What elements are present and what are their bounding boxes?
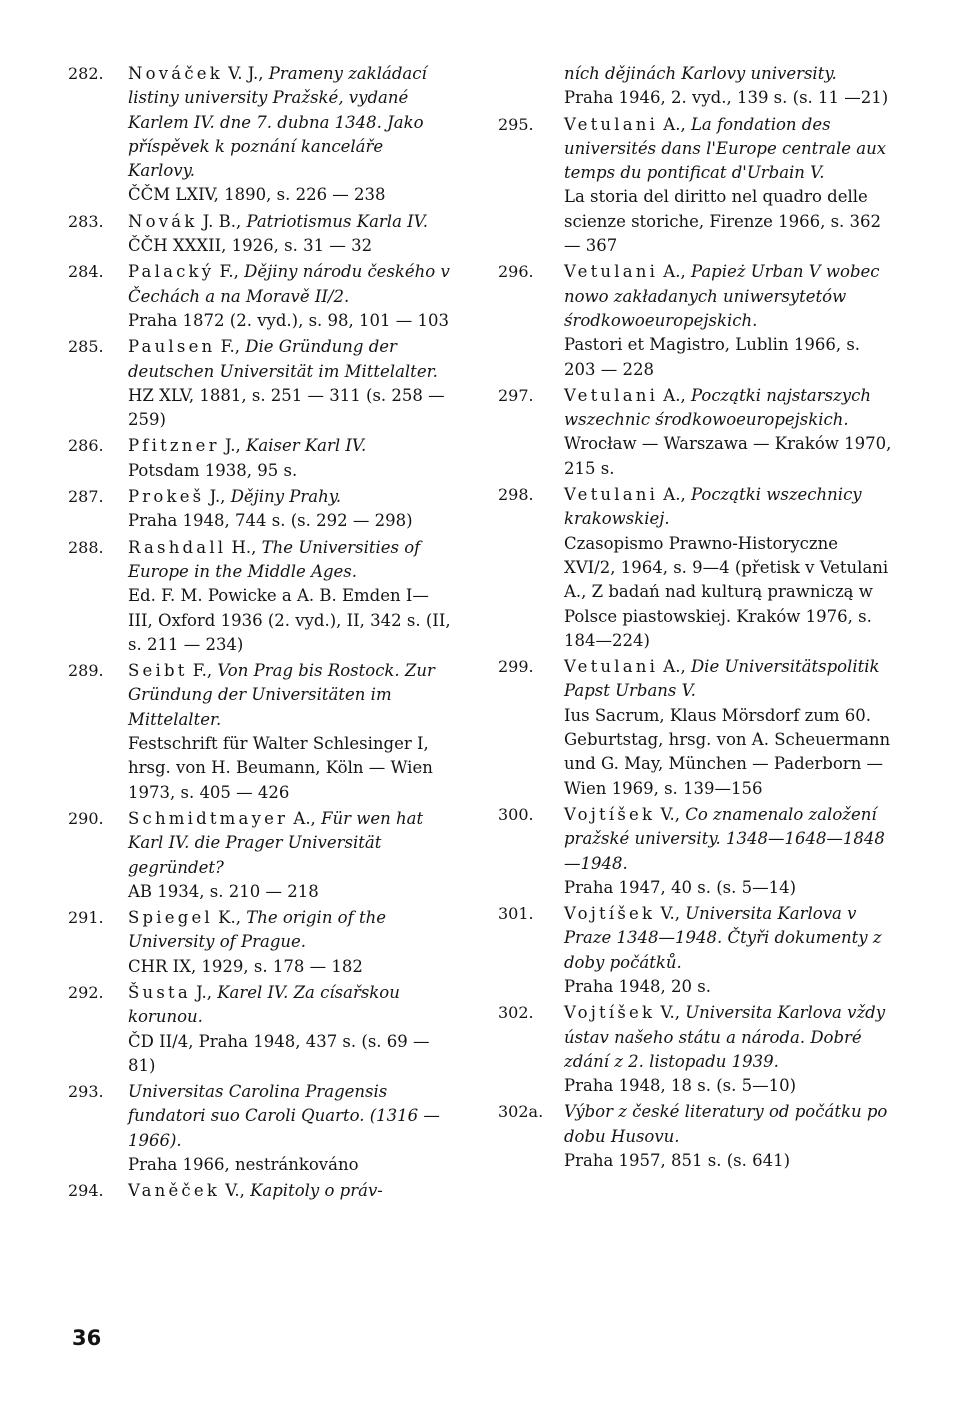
entry-title: La fondation des universités dans l'Europe centrale aux temps du pontificat d'Urbain V. xyxy=(564,114,887,183)
entry-title: Für wen hat Karl IV. die Prager Universität gegründet? xyxy=(128,808,424,877)
bib-entry-291 xyxy=(68,906,452,981)
entry-initials: K., xyxy=(212,908,247,928)
entry-title: Papież Urban V wobec nowo zakładanych uniwersytetów środkowoeuropejskich. xyxy=(564,262,880,330)
entry-text xyxy=(564,384,894,481)
entry-title: Co znamenalo založení pražské university. 1348—1648—1848—1948. xyxy=(564,804,885,873)
entry-publication: AB 1934, s. 210 — 218 xyxy=(128,881,319,901)
entry-title: Výbor z české literatury od počátku po dobu Husovu. xyxy=(564,1102,888,1146)
entry-title-continuation: ních dějinách Karlovy university. xyxy=(564,64,837,83)
entry-publication: HZ XLV, 1881, s. 251 — 311 (s. 258 — 259) xyxy=(128,385,445,430)
entry-publication: Wrocław — Warszawa — Kraków 1970, 215 s. xyxy=(564,434,892,478)
entry-title: Universitas Carolina Pragensis fundatori suo Caroli Quarto. (1316 — 1966). xyxy=(128,1082,440,1150)
entry-author: Pfitzner xyxy=(128,436,220,456)
entry-author: Seibt xyxy=(128,661,188,681)
entry-publication: La storia del diritto nel quadro delle scienze storiche, Firenze 1966, s. 362 — 367 xyxy=(564,187,882,256)
bib-entry-289 xyxy=(68,659,452,807)
entry-title: Die Gründung der deutschen Universität im Mittelalter. xyxy=(128,337,438,381)
entry-text xyxy=(564,803,894,900)
entry-number: 290. xyxy=(68,808,104,828)
entry-author: Šusta xyxy=(128,982,191,1002)
entry-title: The origin of the University of Prague. xyxy=(128,908,386,952)
bib-entry-294 xyxy=(68,1179,452,1205)
entry-publication: Ed. F. M. Powicke a A. B. Emden I—III, Oxford 1936 (2. vyd.), II, 342 s. (II, s. 211 — 234) xyxy=(128,586,451,654)
bib-entry-284 xyxy=(68,260,452,335)
entry-number: 286. xyxy=(68,436,104,456)
entry-initials: A., xyxy=(658,385,691,405)
entry-author: Rashdall xyxy=(128,537,227,557)
entry-number: 297. xyxy=(498,385,534,405)
entry-initials: V., xyxy=(220,1181,251,1201)
entry-author: Paulsen xyxy=(128,337,216,357)
entry-text xyxy=(564,902,894,999)
entry-title: Patriotismus Karla IV. xyxy=(246,211,428,231)
entry-text xyxy=(128,981,452,1078)
entry-initials: J., xyxy=(219,436,247,456)
entry-text xyxy=(128,807,452,904)
entry-author: Spiegel xyxy=(128,908,213,928)
entry-title: Universita Karlova v Praze 1348—1948. Čtyři dokumenty z doby počátků. xyxy=(564,904,882,972)
right-column xyxy=(498,62,894,1175)
entry-title: Dějiny Prahy. xyxy=(230,487,342,507)
entry-publication: Potsdam 1938, 95 s. xyxy=(128,460,298,480)
entry-publication: Festschrift für Walter Schlesinger I, hrsg. von H. Beumann, Köln — Wien 1973, s. 405 — 426 xyxy=(128,734,433,802)
entry-number: 299. xyxy=(498,657,534,677)
entry-author: Vetulani xyxy=(564,262,659,282)
entry-initials: V., xyxy=(655,1003,686,1023)
entry-publication: Pastori et Magistro, Lublin 1966, s. 203 — 228 xyxy=(564,335,861,379)
page-number: 36 xyxy=(72,1326,102,1350)
entry-author: Schmidtmayer xyxy=(128,808,289,828)
entry-author: Vojtíšek xyxy=(564,904,656,924)
entry-author: Novák xyxy=(128,211,198,231)
entry-initials: A., xyxy=(658,485,691,505)
entry-initials: A., xyxy=(658,262,691,282)
entry-number: 302. xyxy=(498,1003,534,1023)
entry-title: Karel IV. Za císařskou korunou. xyxy=(128,982,400,1027)
entry-author: Nováček xyxy=(128,64,223,83)
entry-text xyxy=(564,113,894,259)
entry-number: 287. xyxy=(68,487,104,507)
entry-initials: F., xyxy=(187,661,218,681)
bib-entry-296 xyxy=(498,260,894,383)
entry-number: 301. xyxy=(498,904,534,924)
entry-number: 283. xyxy=(68,211,104,231)
bib-entry-301 xyxy=(498,902,894,1001)
entry-author: Prokeš xyxy=(128,487,205,507)
bib-entry-300 xyxy=(498,803,894,902)
entry-number: 291. xyxy=(68,908,104,928)
bib-entry-302 xyxy=(498,1001,894,1100)
entry-initials: A., xyxy=(658,657,691,677)
entry-initials: J. B., xyxy=(197,211,247,231)
bib-entry-288 xyxy=(68,536,452,659)
entry-number: 296. xyxy=(498,262,534,282)
entry-number: 285. xyxy=(68,337,104,357)
entry-text xyxy=(128,1080,452,1177)
bib-entry-294-continuation xyxy=(498,62,894,111)
bib-entry-299 xyxy=(498,655,894,803)
entry-publication: Praha 1948, 18 s. (s. 5—10) xyxy=(564,1076,797,1096)
entry-initials: A., xyxy=(288,808,322,828)
entry-text xyxy=(564,483,894,653)
entry-publication: Praha 1946, 2. vyd., 139 s. (s. 11 —21) xyxy=(564,88,889,108)
entry-initials: A., xyxy=(658,114,691,134)
entry-publication: CHR IX, 1929, s. 178 — 182 xyxy=(128,956,363,976)
bib-entry-302a xyxy=(498,1100,894,1175)
bib-entry-292 xyxy=(68,981,452,1080)
entry-number: 289. xyxy=(68,661,104,681)
entry-text xyxy=(128,434,452,483)
entry-text xyxy=(128,210,452,259)
entry-publication: Ius Sacrum, Klaus Mörsdorf zum 60. Geburtstag, hrsg. von A. Scheuermann und G. May, München — Paderborn — Wien 1969, s. 139—156 xyxy=(564,705,891,798)
entry-author: Palacký xyxy=(128,262,215,282)
entry-author: Vetulani xyxy=(564,657,659,677)
entry-title: Die Universitätspolitik Papst Urbans V. xyxy=(564,657,880,701)
entry-title: Universita Karlova vždy ústav našeho státu a národa. Dobré zdání z 2. listopadu 1939. xyxy=(564,1003,886,1071)
entry-initials: V., xyxy=(655,904,686,924)
entry-publication: ČČM LXIV, 1890, s. 226 — 238 xyxy=(128,185,386,205)
entry-text xyxy=(128,536,452,657)
bib-entry-282 xyxy=(68,62,452,210)
entry-title: Prameny zakládací listiny university Pražské, vydané Karlem IV. dne 7. dubna 1348. Jako příspěvek k poznání kanceláře Karlovy. xyxy=(128,64,427,181)
bib-entry-285 xyxy=(68,335,452,434)
entry-title: Początki najstarszych wszechnic środkowoeuropejskich. xyxy=(564,385,871,430)
entry-number: 300. xyxy=(498,804,534,824)
entry-number: 293. xyxy=(68,1082,104,1102)
entry-publication: Praha 1966, nestránkováno xyxy=(128,1155,359,1175)
entry-publication: Czasopismo Prawno-Historyczne XVI/2, 1964, s. 9—4 (přetisk v Vetulani A., Z badań nad kulturą prawniczą w Polsce piastowskiej. Kraków 1976, s. 184—224) xyxy=(564,533,889,650)
entry-title: Kaiser Karl IV. xyxy=(246,436,367,456)
entry-title: Kapitoly o práv- xyxy=(250,1181,383,1201)
bib-entry-293 xyxy=(68,1080,452,1179)
entry-publication: Praha 1948, 744 s. (s. 292 — 298) xyxy=(128,511,413,531)
entry-text xyxy=(128,1179,452,1203)
entry-text xyxy=(564,655,894,801)
entry-author: Vetulani xyxy=(564,485,659,505)
entry-text xyxy=(564,1100,894,1173)
entry-title: Von Prag bis Rostock. Zur Gründung der Universitäten im Mittelalter. xyxy=(128,661,435,729)
bib-entry-287 xyxy=(68,485,452,536)
bib-entry-283 xyxy=(68,210,452,261)
entry-initials: F., xyxy=(214,262,245,282)
entry-number: 302a. xyxy=(498,1102,544,1122)
entry-publication: Praha 1872 (2. vyd.), s. 98, 101 — 103 xyxy=(128,310,449,330)
bib-entry-298 xyxy=(498,483,894,655)
entry-publication: Praha 1948, 20 s. xyxy=(564,976,711,996)
entry-text xyxy=(128,485,452,534)
entry-number: 292. xyxy=(68,982,104,1002)
entry-author: Vetulani xyxy=(564,385,659,405)
entry-publication: Praha 1947, 40 s. (s. 5—14) xyxy=(564,877,797,897)
entry-text xyxy=(128,906,452,979)
entry-author: Vaněček xyxy=(128,1181,221,1201)
entry-number: 295. xyxy=(498,114,534,134)
entry-publication: ČD II/4, Praha 1948, 437 s. (s. 69 — 81) xyxy=(128,1031,430,1075)
entry-number: 298. xyxy=(498,485,534,505)
entry-text xyxy=(128,335,452,432)
entry-initials: H., xyxy=(226,537,262,557)
entry-initials: J., xyxy=(204,487,231,507)
entry-publication: ČČH XXXII, 1926, s. 31 — 32 xyxy=(128,236,373,256)
entry-initials: V., xyxy=(655,804,686,824)
entry-author: Vojtíšek xyxy=(564,1003,656,1023)
entry-title: Dějiny národu českého v Čechách a na Moravě II/2. xyxy=(128,262,450,306)
entry-initials: F., xyxy=(215,337,246,357)
bib-entry-290 xyxy=(68,807,452,906)
entry-author: Vojtíšek xyxy=(564,804,656,824)
entry-number: 282. xyxy=(68,64,104,83)
entry-publication: Praha 1957, 851 s. (s. 641) xyxy=(564,1151,791,1171)
entry-initials: V. J., xyxy=(222,64,269,83)
entry-text xyxy=(564,1001,894,1098)
bib-entry-295 xyxy=(498,113,894,261)
entry-number: 288. xyxy=(68,537,104,557)
entry-number: 284. xyxy=(68,262,104,282)
bib-entry-297 xyxy=(498,384,894,483)
entry-author: Vetulani xyxy=(564,114,659,134)
left-column xyxy=(68,62,452,1206)
entry-text xyxy=(128,260,452,333)
entry-title: Początki wszechnicy krakowskiej. xyxy=(564,485,862,529)
entry-title: The Universities of Europe in the Middle Ages. xyxy=(128,537,421,581)
bib-entry-286 xyxy=(68,434,452,485)
entry-number: 294. xyxy=(68,1181,104,1201)
entry-text xyxy=(128,62,452,208)
entry-text xyxy=(128,659,452,805)
entry-initials: J., xyxy=(190,982,218,1002)
entry-text xyxy=(564,260,894,381)
